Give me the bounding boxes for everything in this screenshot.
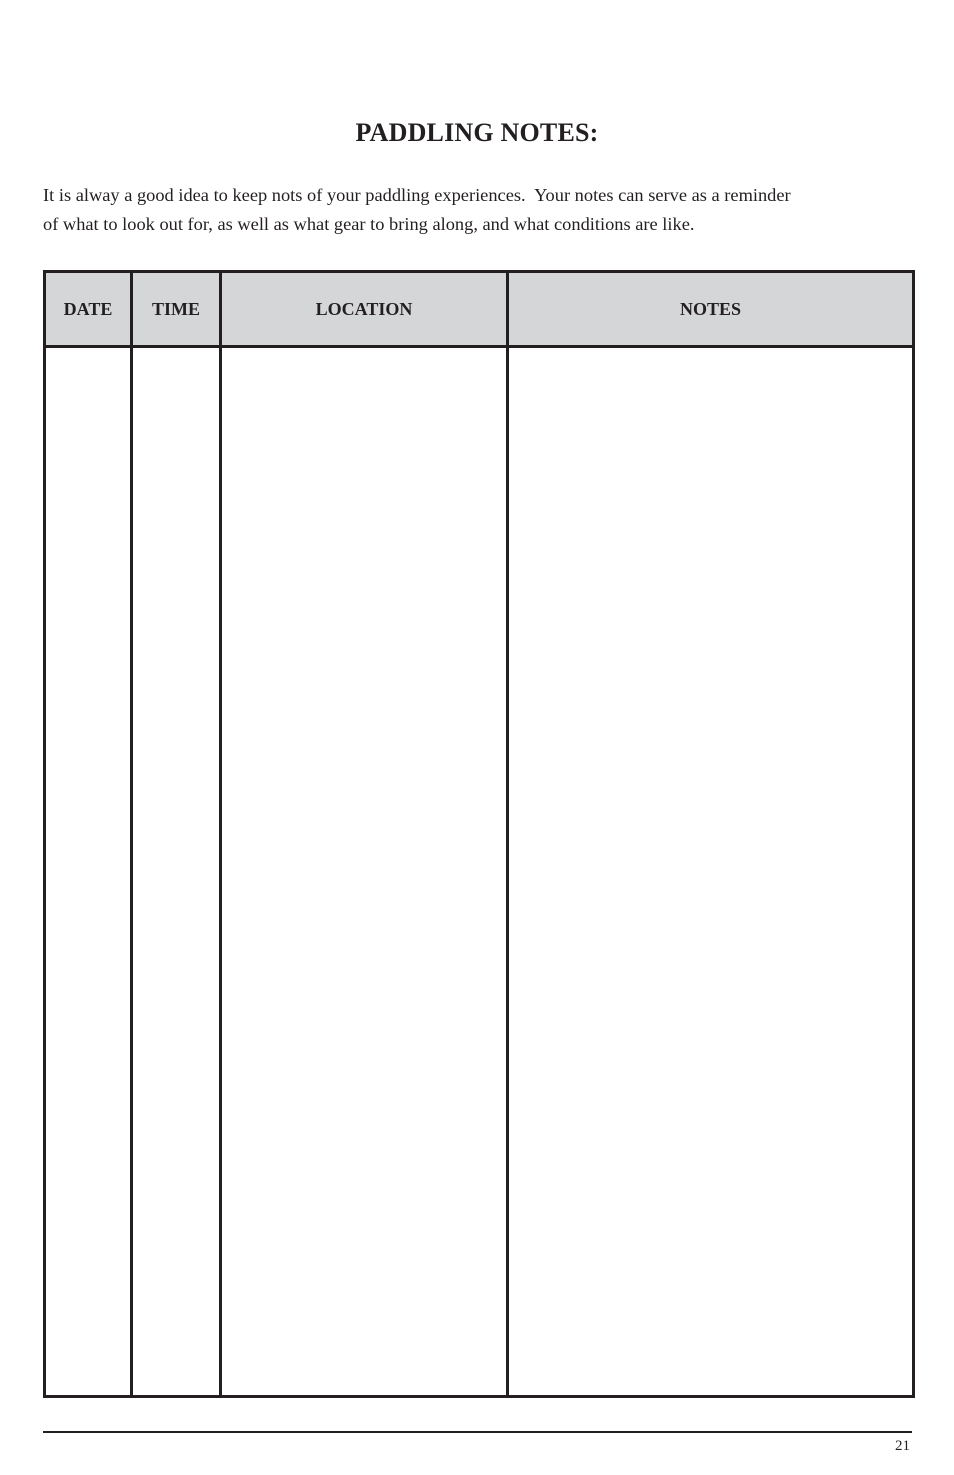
column-header-time: TIME	[132, 272, 221, 347]
paddling-notes-table	[43, 270, 915, 1398]
column-header-date: DATE	[45, 272, 132, 347]
notes-cell[interactable]	[508, 347, 914, 1397]
intro-paragraph: It is alway a good idea to keep nots of your paddling experiences. Your notes can serve as a reminder of what to look out for, as well as what gear to bring along, and what conditions are like.	[43, 185, 791, 234]
location-cell[interactable]	[221, 347, 508, 1397]
date-cell[interactable]	[45, 347, 132, 1397]
table-header-row	[45, 272, 914, 347]
page-title: PADDLING NOTES:	[355, 118, 599, 147]
column-header-location: LOCATION	[221, 272, 508, 347]
table-row	[45, 347, 914, 1397]
time-cell[interactable]	[132, 347, 221, 1397]
column-header-notes: NOTES	[508, 272, 914, 347]
page-number: 21	[895, 1438, 910, 1454]
footer-divider	[43, 1431, 912, 1433]
